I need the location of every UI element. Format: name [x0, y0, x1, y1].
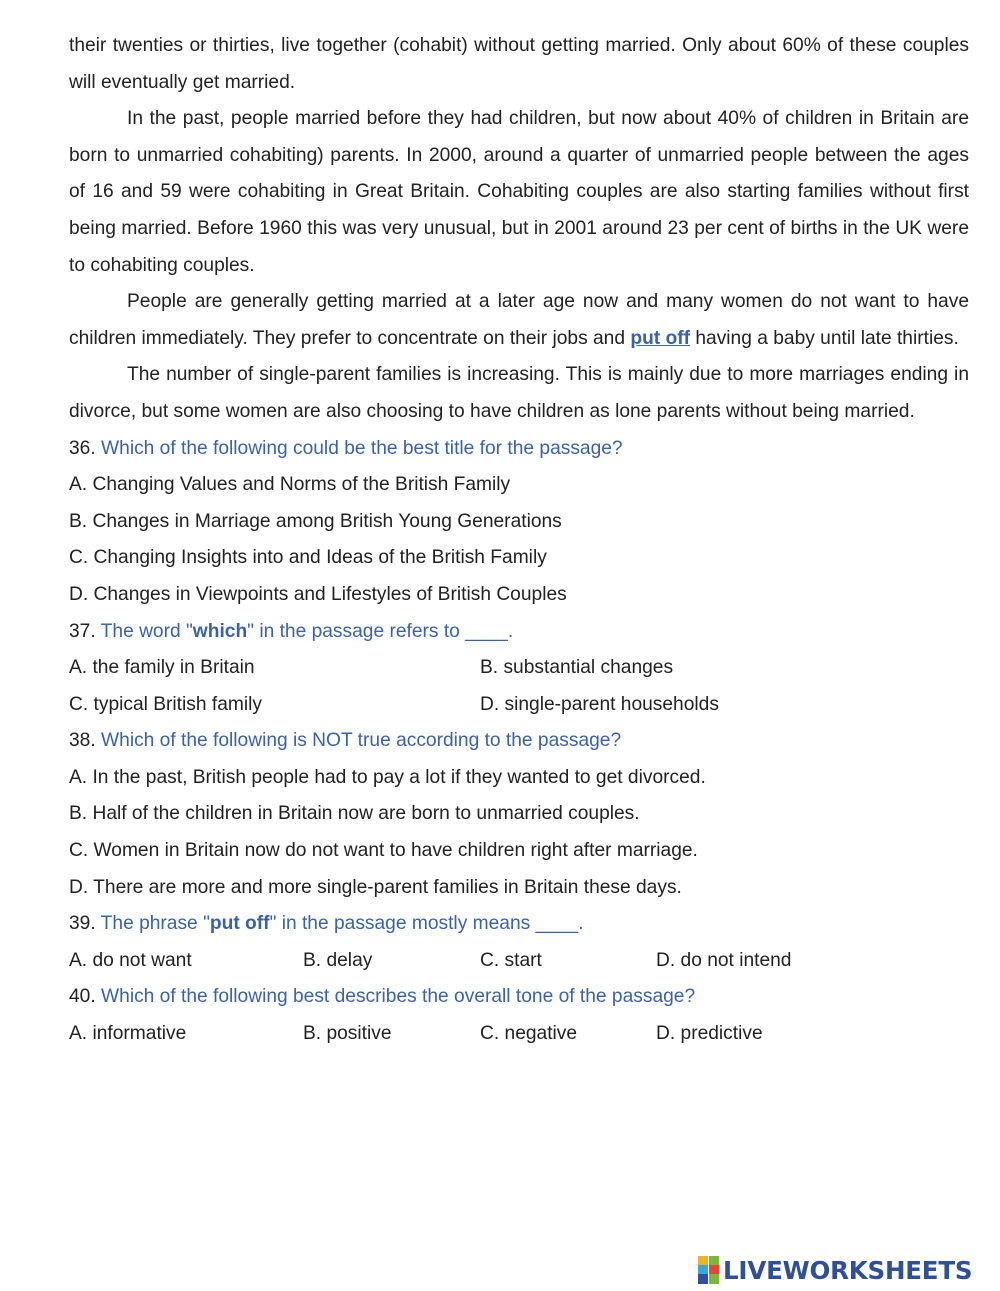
question-number: 38. [69, 730, 96, 752]
question-text [101, 913, 584, 934]
question-number: 39. [69, 913, 96, 935]
question-39 [69, 906, 969, 943]
question-text-part: " in the passage refers to ____. [247, 620, 514, 642]
option-40-b[interactable]: B. positive [303, 1023, 392, 1045]
question-37 [69, 614, 969, 651]
option-38-d[interactable]: D. There are more and more single-parent families in Britain these days. [69, 876, 682, 898]
question-keyword: put off [209, 913, 270, 935]
passage-text: People are generally getting married at a later age now and many women do not want to have children immediately. They prefer to concentrate on their jobs and [69, 291, 969, 349]
option-36-d[interactable]: D. Changes in Viewpoints and Lifestyles of British Couples [69, 583, 567, 605]
passage-text: having a baby until late thirties. [690, 327, 959, 349]
question-36 [69, 431, 969, 468]
question-text: Which of the following is NOT true according to the passage? [101, 730, 622, 752]
liveworksheets-brand[interactable] [698, 1253, 994, 1287]
option-39-c[interactable]: C. start [480, 949, 542, 971]
option-38-b[interactable]: B. Half of the children in Britain now are born to unmarried couples. [69, 803, 640, 825]
option-39-b[interactable]: B. delay [303, 949, 373, 971]
option-39-a[interactable]: A. do not want [69, 949, 192, 971]
worksheet-page [69, 28, 969, 1053]
option-40-a[interactable]: A. informative [69, 1023, 187, 1045]
liveworksheets-logo-icon [698, 1256, 720, 1284]
passage-paragraph-0: their twenties or thirties, live together (cohabit) without getting married. Only about 60% of these couples will eventually get married. [69, 35, 969, 93]
options-row-40 [69, 1016, 969, 1053]
question-text [101, 621, 514, 642]
option-40-c[interactable]: C. negative [480, 1023, 578, 1045]
question-number: 40. [69, 986, 96, 1008]
option-38-c[interactable]: C. Women in Britain now do not want to have children right after marriage. [69, 840, 698, 862]
keyword-put-off: put off [630, 327, 691, 349]
question-38 [69, 723, 969, 760]
option-37-a[interactable]: A. the family in Britain [69, 657, 255, 679]
option-37-d[interactable]: D. single-parent households [480, 693, 719, 715]
option-36-a[interactable]: A. Changing Values and Norms of the British Family [69, 474, 511, 496]
passage-paragraph-1: In the past, people married before they had children, but now about 40% of children in Britain are born to unmarried cohabiting) parents. In 2000, around a quarter of unmarried people between the ages of 16 and 59 were cohabiting in Great Britain. Cohabiting couples are also starting families without first being married. Before 1960 this was very unusual, but in 2001 around 23 per cent of births in the UK were to cohabiting couples. [69, 108, 969, 276]
brand-name: LIVEWORKSHEETS [723, 1255, 973, 1285]
options-row-39 [69, 943, 969, 980]
question-number: 37. [69, 620, 96, 642]
question-text-part: The word " [100, 620, 193, 642]
option-36-c[interactable]: C. Changing Insights into and Ideas of the British Family [69, 547, 547, 569]
question-text: Which of the following best describes the overall tone of the passage? [101, 986, 696, 1008]
options-row-37-1 [69, 650, 969, 687]
question-text-part: The phrase " [100, 913, 210, 935]
option-37-b[interactable]: B. substantial changes [480, 657, 674, 679]
option-38-a[interactable]: A. In the past, British people had to pay a lot if they wanted to get divorced. [69, 766, 706, 788]
option-36-b[interactable]: B. Changes in Marriage among British Young Generations [69, 510, 562, 532]
option-37-c[interactable]: C. typical British family [69, 693, 262, 715]
option-39-d[interactable]: D. do not intend [656, 949, 792, 971]
passage-paragraph-3: The number of single-parent families is increasing. This is mainly due to more marriages ending in divorce, but some women are also choosing to have children as lone parents without being married. [69, 364, 969, 422]
options-row-37-2 [69, 687, 969, 724]
question-keyword: which [192, 620, 248, 642]
question-text-part: " in the passage mostly means ____. [269, 913, 584, 935]
question-text: Which of the following could be the best title for the passage? [101, 437, 623, 459]
question-number: 36. [69, 437, 96, 459]
passage-paragraph-2 [69, 284, 969, 357]
option-40-d[interactable]: D. predictive [656, 1023, 763, 1045]
question-40 [69, 979, 969, 1016]
